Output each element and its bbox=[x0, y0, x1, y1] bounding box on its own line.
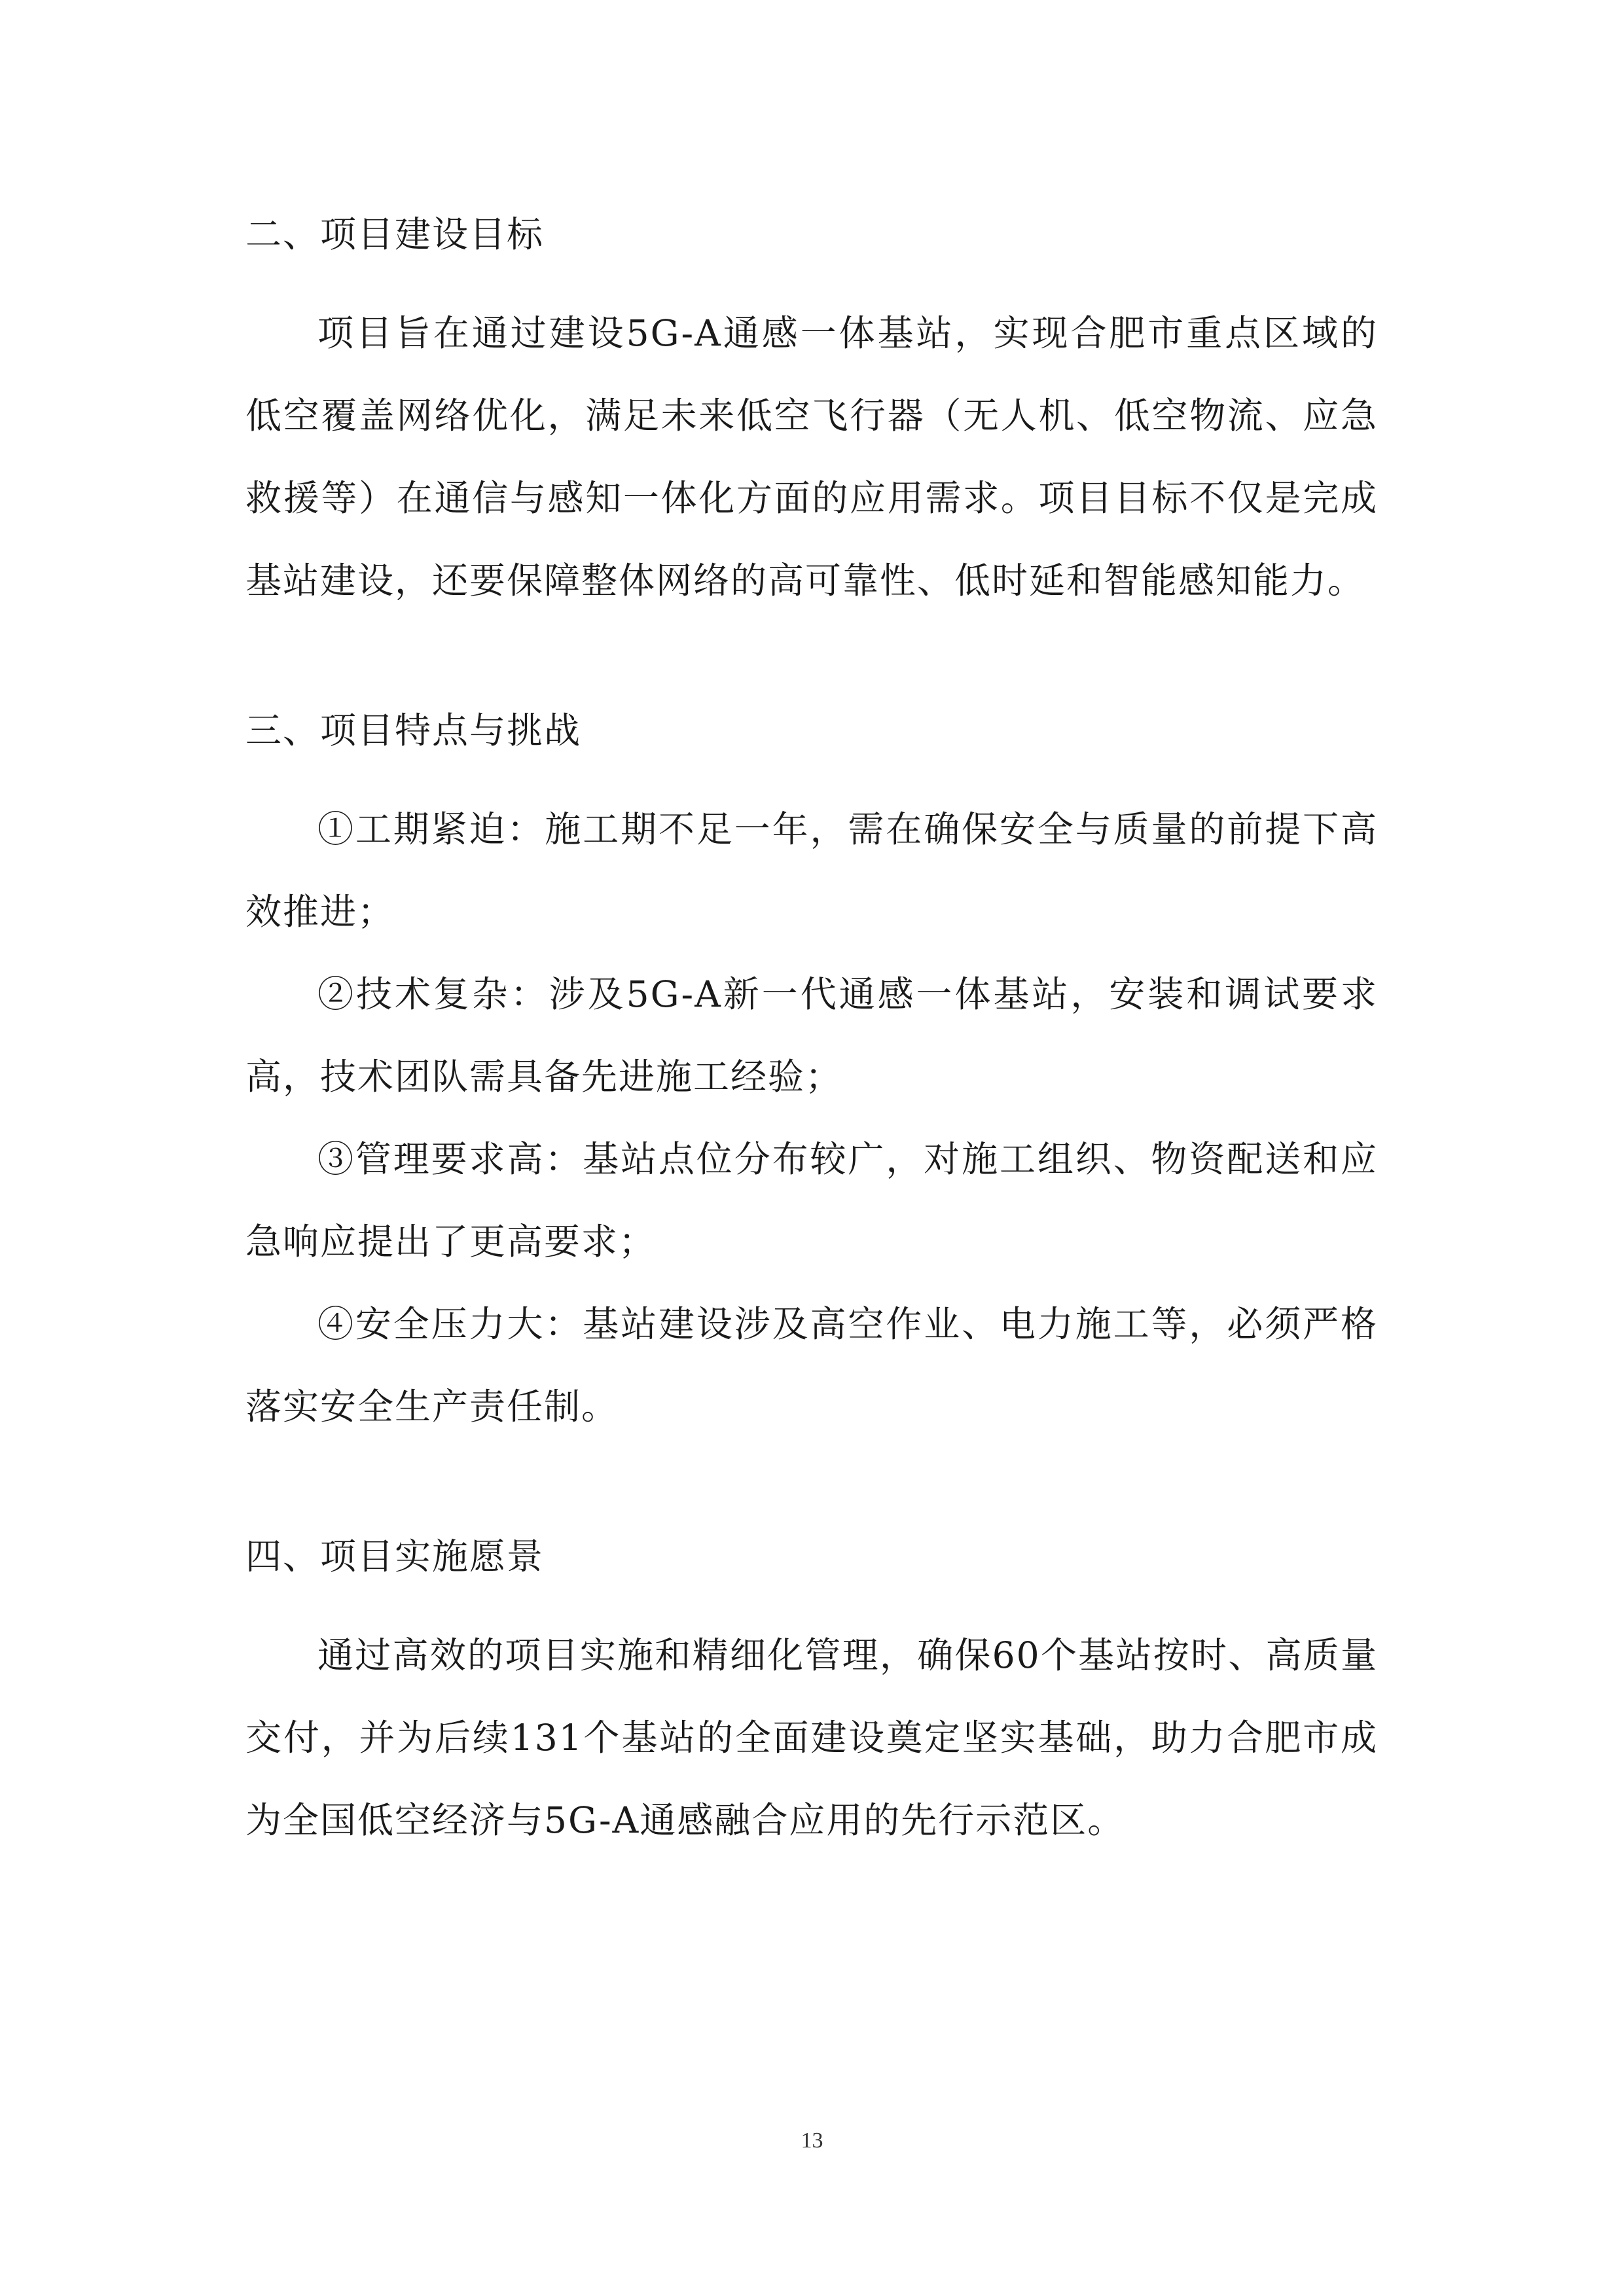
feature-item-management: ③管理要求高：基站点位分布较广，对施工组织、物资配送和应急响应提出了更高要求； bbox=[245, 1138, 1378, 1263]
feature-item-schedule: ①工期紧迫：施工期不足一年，需在确保安全与质量的前提下高效推进； bbox=[245, 808, 1378, 933]
feature-item-safety: ④安全压力大：基站建设涉及高空作业、电力施工等，必须严格落实安全生产责任制。 bbox=[245, 1303, 1378, 1427]
goals-paragraph: 项目旨在通过建设5G-A通感一体基站，实现合肥市重点区域的低空覆盖网络优化，满足未来低空飞行器（无人机、低空物流、应急救援等）在通信与感知一体化方面的应用需求。项目目标不仅是完成基站建设，还要保障整体网络的高可靠性、低时延和智能感知能力。 bbox=[245, 312, 1378, 601]
section-heading-vision: 四、项目实施愿景 bbox=[245, 1535, 545, 1577]
page-number: 13 bbox=[801, 2128, 823, 2153]
section-heading-goals: 二、项目建设目标 bbox=[245, 213, 545, 255]
page-content bbox=[245, 208, 1378, 1861]
feature-item-technical: ②技术复杂：涉及5G-A新一代通感一体基站，安装和调试要求高，技术团队需具备先进施工经验； bbox=[245, 973, 1378, 1098]
section-heading-features: 三、项目特点与挑战 bbox=[245, 709, 582, 751]
vision-paragraph: 通过高效的项目实施和精细化管理，确保60个基站按时、高质量交付，并为后续131个基站的全面建设奠定坚实基础，助力合肥市成为全国低空经济与5G-A通感融合应用的先行示范区。 bbox=[245, 1634, 1378, 1841]
